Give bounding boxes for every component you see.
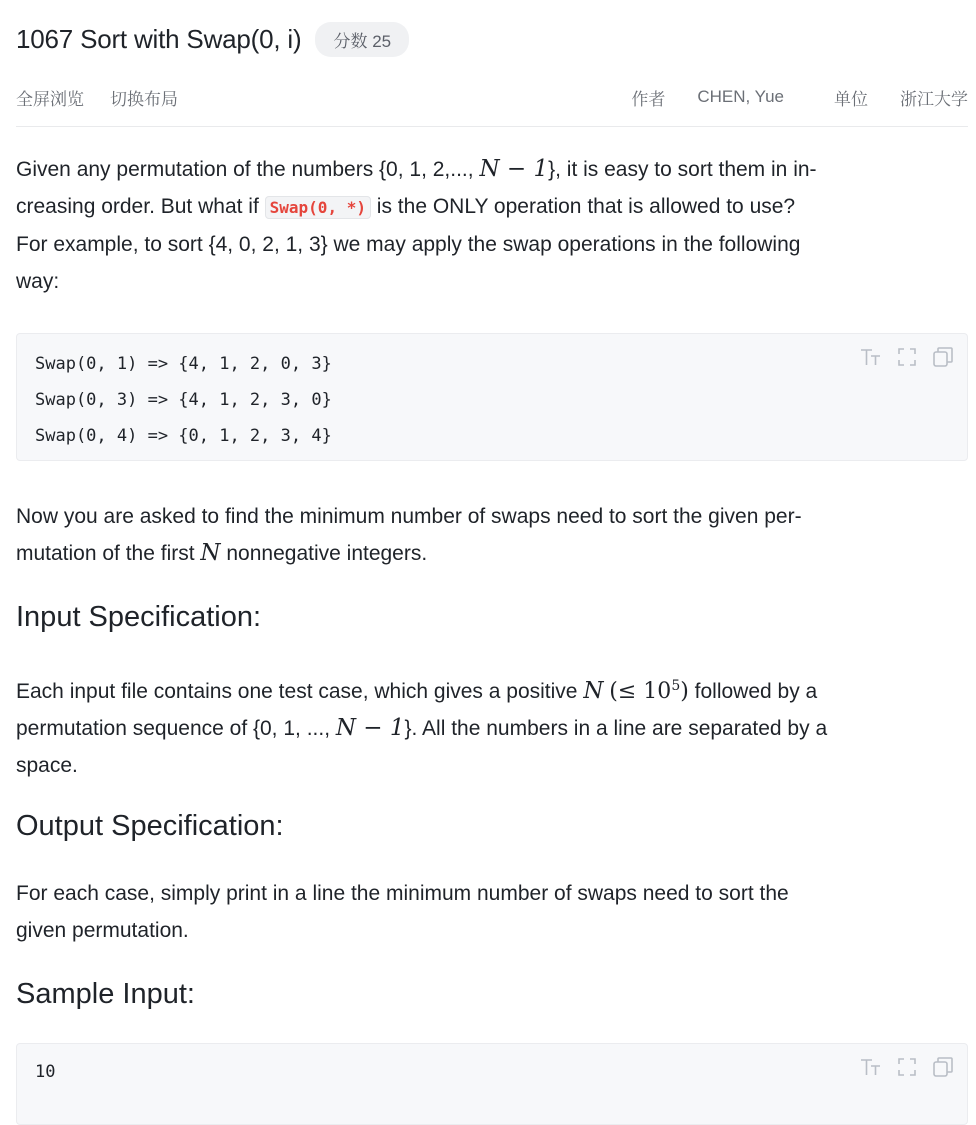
example-code-block <box>16 333 968 461</box>
code-tools <box>859 346 955 368</box>
meta-info <box>631 85 968 110</box>
output-spec-heading: Output Specification: <box>16 810 284 842</box>
sample-input-code-block <box>16 1043 968 1125</box>
code-line: Swap(0, 3) => {4, 1, 2, 3, 0} <box>35 390 332 410</box>
input-text: }. All the numbers in a line are separated by a <box>404 717 828 740</box>
input-text: permutation sequence of {0, 1, ..., <box>16 717 336 740</box>
meta-actions <box>16 85 178 110</box>
unit-value: 浙江大学 <box>900 89 968 109</box>
intro-text: For example, to sort {4, 0, 2, 1, 3} we may apply the swap operations in the following <box>16 233 801 256</box>
title-row <box>16 22 409 57</box>
author-value: CHEN, Yue <box>697 87 784 106</box>
output-text: For each case, simply print in a line the minimum number of swaps need to sort the <box>16 882 789 905</box>
task-text: nonnegative integers. <box>220 542 428 565</box>
task-paragraph <box>16 498 968 572</box>
code-lines <box>17 334 967 454</box>
math-expression: ) <box>680 679 689 704</box>
intro-text: way: <box>16 270 60 293</box>
copy-icon[interactable] <box>931 346 955 368</box>
task-text: mutation of the first <box>16 542 201 565</box>
intro-text: creasing order. But what if <box>16 195 265 218</box>
header-divider <box>16 126 968 127</box>
code-line: Swap(0, 4) => {0, 1, 2, 3, 4} <box>35 426 332 446</box>
math-expression: N <box>583 678 604 704</box>
output-spec-paragraph <box>16 875 968 949</box>
output-text: given permutation. <box>16 919 189 942</box>
fullscreen-icon[interactable] <box>895 346 919 368</box>
input-spec-heading: Input Specification: <box>16 601 262 633</box>
fullscreen-icon[interactable] <box>895 1056 919 1078</box>
task-text: Now you are asked to find the minimum number of swaps need to sort the given per- <box>16 505 802 528</box>
input-text: Each input file contains one test case, which gives a positive <box>16 680 584 703</box>
intro-text: is the ONLY operation that is allowed to use? <box>370 195 796 218</box>
unit-label: 单位 <box>834 89 868 109</box>
meta-row <box>16 84 968 110</box>
input-text: followed by a <box>688 680 818 703</box>
math-expression: (≤ 10 <box>609 679 672 704</box>
input-text: space. <box>16 754 78 777</box>
math-expression: N − 1 <box>335 715 405 741</box>
author-label: 作者 <box>631 89 666 109</box>
code-lines <box>17 1044 967 1090</box>
math-expression: N − 1 <box>479 156 549 182</box>
input-spec-paragraph <box>16 668 968 784</box>
copy-icon[interactable] <box>931 1056 955 1078</box>
font-size-icon[interactable] <box>859 1056 883 1078</box>
sample-input-heading: Sample Input: <box>16 978 195 1010</box>
code-line: 10 <box>35 1062 56 1082</box>
code-line: Swap(0, 1) => {4, 1, 2, 0, 3} <box>35 354 332 374</box>
intro-text: }, it is easy to sort them in in- <box>548 158 817 181</box>
inline-code: Swap(0, *) <box>265 196 371 219</box>
code-tools <box>859 1056 955 1078</box>
page-title: 1067 Sort with Swap(0, i) <box>16 24 302 54</box>
intro-text: Given any permutation of the numbers {0, 1, 2,..., <box>16 158 480 181</box>
intro-paragraph <box>16 151 968 300</box>
fullscreen-link[interactable]: 全屏浏览 <box>16 89 84 109</box>
font-size-icon[interactable] <box>859 346 883 368</box>
math-expression: N <box>200 540 221 566</box>
score-badge: 分数 25 <box>315 22 409 57</box>
switch-layout-link[interactable]: 切换布局 <box>110 89 178 109</box>
math-exponent: 5 <box>671 678 681 694</box>
problem-page <box>16 0 968 1084</box>
